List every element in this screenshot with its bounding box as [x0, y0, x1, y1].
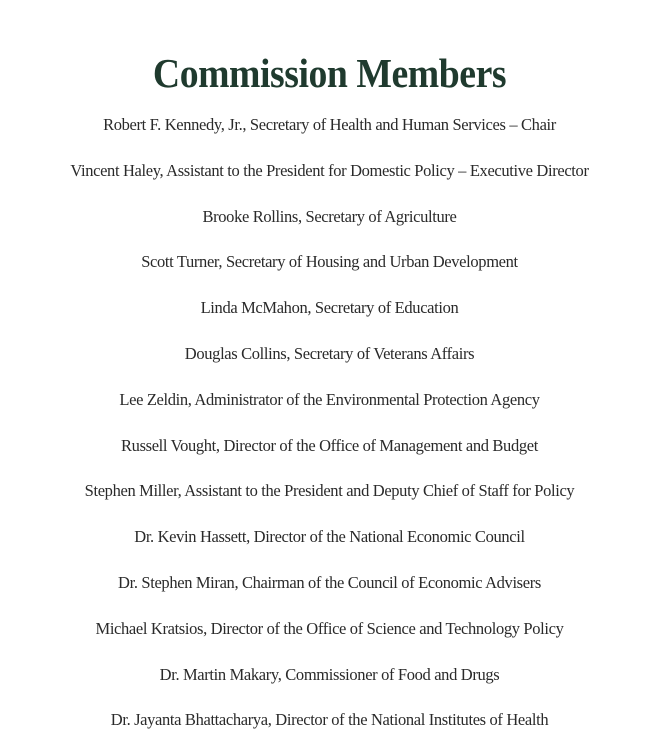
member-entry: Dr. Kevin Hassett, Director of the National Economic Council	[134, 527, 525, 547]
member-entry: Linda McMahon, Secretary of Education	[200, 298, 459, 318]
member-entry: Dr. Martin Makary, Commissioner of Food and Drugs	[159, 664, 500, 684]
member-entry: Brooke Rollins, Secretary of Agriculture	[202, 206, 457, 226]
member-entry: Russell Vought, Director of the Office of Management and Budget	[121, 435, 538, 455]
member-list	[0, 112, 659, 753]
member-entry: Robert F. Kennedy, Jr., Secretary of Health and Human Services – Chair	[103, 115, 556, 134]
member-entry: Stephen Miller, Assistant to the President and Deputy Chief of Staff for Policy	[84, 481, 575, 501]
page-title: Commission Members	[152, 50, 507, 97]
member-entry: Scott Turner, Secretary of Housing and Urban Development	[141, 252, 518, 272]
member-entry: Douglas Collins, Secretary of Veterans Affairs	[184, 343, 475, 363]
member-entry: Vincent Haley, Assistant to the President for Domestic Policy – Executive Director	[70, 160, 589, 180]
member-entry: Michael Kratsios, Director of the Office of Science and Technology Policy	[95, 618, 564, 638]
member-entry: Dr. Jayanta Bhattacharya, Director of the National Institutes of Health	[110, 710, 549, 730]
member-entry: Lee Zeldin, Administrator of the Environmental Protection Agency	[119, 389, 540, 409]
member-entry: Dr. Stephen Miran, Chairman of the Council of Economic Advisers	[118, 572, 541, 592]
